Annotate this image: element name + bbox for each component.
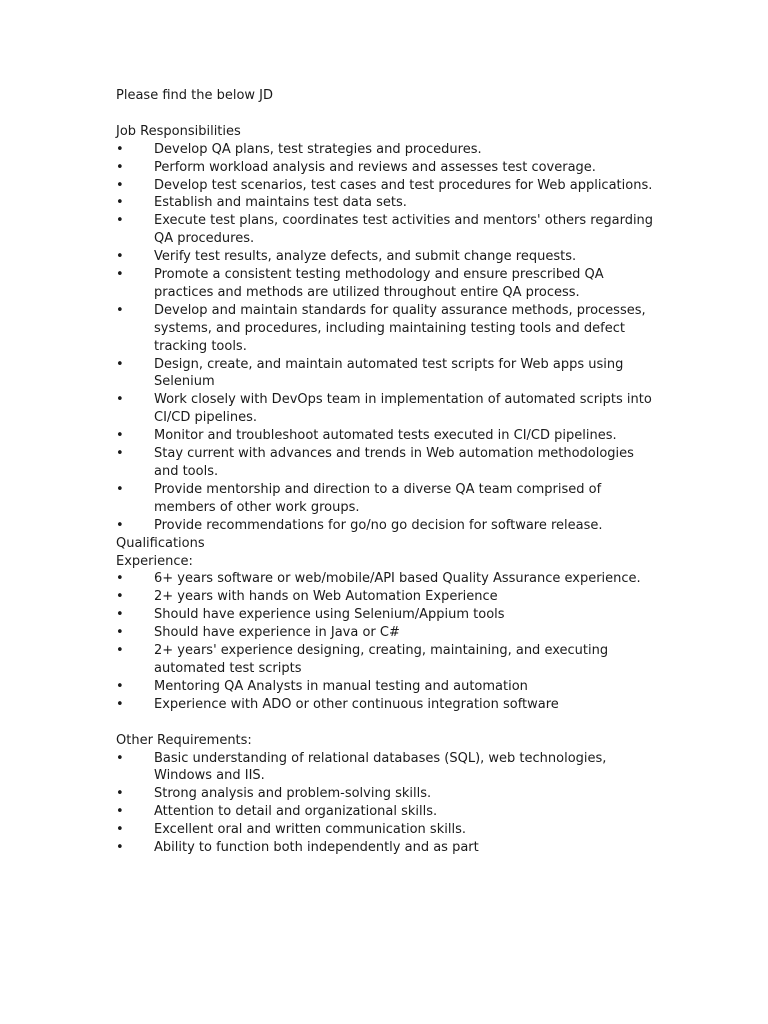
list-item-text: Establish and maintains test data sets.	[154, 195, 407, 211]
bullet-icon: •	[116, 249, 124, 265]
list-item	[116, 194, 656, 212]
list-item-text: Ability to function both independently and as part	[154, 840, 479, 856]
list-item	[116, 266, 656, 302]
bullet-icon: •	[116, 517, 124, 533]
qualifications-list	[116, 570, 656, 713]
bullet-icon: •	[116, 840, 124, 856]
list-item	[116, 177, 656, 195]
list-item-text: Experience with ADO or other continuous integration software	[154, 696, 559, 712]
list-item-text: Promote a consistent testing methodology and ensure prescribed QA practices and methods are utilized throughout entire QA process.	[154, 267, 604, 300]
list-item	[116, 212, 656, 248]
bullet-icon: •	[116, 804, 124, 820]
list-item	[116, 642, 656, 678]
list-item	[116, 821, 656, 839]
list-item	[116, 248, 656, 266]
list-item-text: Attention to detail and organizational skills.	[154, 804, 438, 820]
list-item-text: Work closely with DevOps team in implementation of automated scripts into CI/CD pipelines.	[154, 392, 652, 426]
list-item	[116, 302, 656, 356]
list-item-text: Basic understanding of relational databases (SQL), web technologies, Windows and IIS.	[154, 750, 607, 784]
bullet-icon: •	[116, 481, 124, 497]
list-item	[116, 624, 656, 642]
bullet-icon: •	[116, 822, 124, 838]
bullet-icon: •	[116, 195, 124, 211]
bullet-icon: •	[116, 141, 124, 157]
list-item	[116, 606, 656, 624]
qualifications-heading: Qualifications	[116, 535, 205, 551]
list-item-text: Should have experience in Java or C#	[154, 625, 400, 641]
list-item	[116, 159, 656, 177]
list-item-text: Develop QA plans, test strategies and procedures.	[154, 141, 482, 157]
bullet-icon: •	[116, 159, 124, 175]
intro-text: Please find the below JD	[116, 88, 274, 103]
bullet-icon: •	[116, 696, 124, 712]
list-item	[116, 427, 656, 445]
list-item	[116, 517, 656, 535]
bullet-icon: •	[116, 428, 124, 444]
list-item	[116, 141, 656, 159]
bullet-icon: •	[116, 213, 124, 229]
list-item-text: Should have experience using Selenium/Appium tools	[154, 607, 505, 623]
list-item-text: Mentoring QA Analysts in manual testing and automation	[154, 678, 528, 694]
document-page	[116, 87, 656, 857]
list-item	[116, 481, 656, 517]
list-item	[116, 356, 656, 392]
other-requirements-heading: Other Requirements:	[116, 732, 252, 748]
experience-subheading: Experience:	[116, 553, 193, 569]
list-item-text: Monitor and troubleshoot automated tests executed in CI/CD pipelines.	[154, 428, 617, 444]
bullet-icon: •	[116, 302, 124, 318]
list-item-text: Perform workload analysis and reviews and assesses test coverage.	[154, 159, 596, 175]
bullet-icon: •	[116, 786, 124, 802]
list-item	[116, 445, 656, 481]
responsibilities-heading: Job Responsibilities	[116, 123, 241, 139]
list-item	[116, 588, 656, 606]
list-item-text: Excellent oral and written communication skills.	[154, 822, 466, 838]
bullet-icon: •	[116, 356, 124, 372]
responsibilities-list	[116, 141, 656, 535]
spacer	[116, 714, 656, 732]
list-item-text: Design, create, and maintain automated test scripts for Web apps using Selenium	[154, 356, 624, 390]
bullet-icon: •	[116, 589, 124, 605]
list-item-text: Provide recommendations for go/no go decision for software release.	[154, 517, 603, 533]
bullet-icon: •	[116, 446, 124, 462]
spacer	[116, 105, 656, 123]
bullet-icon: •	[116, 267, 124, 283]
other-requirements-list	[116, 750, 656, 857]
list-item-text: Execute test plans, coordinates test activities and mentors' others regarding QA procedures.	[154, 213, 654, 247]
list-item	[116, 803, 656, 821]
list-item	[116, 391, 656, 427]
list-item-text: 2+ years' experience designing, creating, maintaining, and executing automated test scripts	[154, 643, 609, 676]
bullet-icon: •	[116, 571, 124, 587]
list-item-text: Develop test scenarios, test cases and test procedures for Web applications.	[154, 177, 653, 193]
list-item-text: Stay current with advances and trends in Web automation methodologies and tools.	[154, 446, 634, 480]
bullet-icon: •	[116, 643, 124, 659]
list-item	[116, 839, 656, 857]
list-item	[116, 785, 656, 803]
bullet-icon: •	[116, 750, 124, 766]
bullet-icon: •	[116, 607, 124, 623]
bullet-icon: •	[116, 177, 124, 193]
list-item	[116, 696, 656, 714]
list-item-text: 2+ years with hands on Web Automation Experience	[154, 589, 498, 605]
list-item	[116, 570, 656, 588]
list-item	[116, 750, 656, 786]
bullet-icon: •	[116, 678, 124, 694]
list-item-text: 6+ years software or web/mobile/API based Quality Assurance experience.	[154, 571, 641, 587]
list-item	[116, 678, 656, 696]
list-item-text: Develop and maintain standards for quality assurance methods, processes, systems, and procedures, including maintaining testing tools and defect tracking tools.	[154, 302, 646, 354]
bullet-icon: •	[116, 392, 124, 408]
list-item-text: Strong analysis and problem-solving skills.	[154, 786, 432, 802]
list-item-text: Provide mentorship and direction to a diverse QA team comprised of members of other work groups.	[154, 481, 602, 515]
bullet-icon: •	[116, 625, 124, 641]
list-item-text: Verify test results, analyze defects, and submit change requests.	[154, 249, 577, 265]
